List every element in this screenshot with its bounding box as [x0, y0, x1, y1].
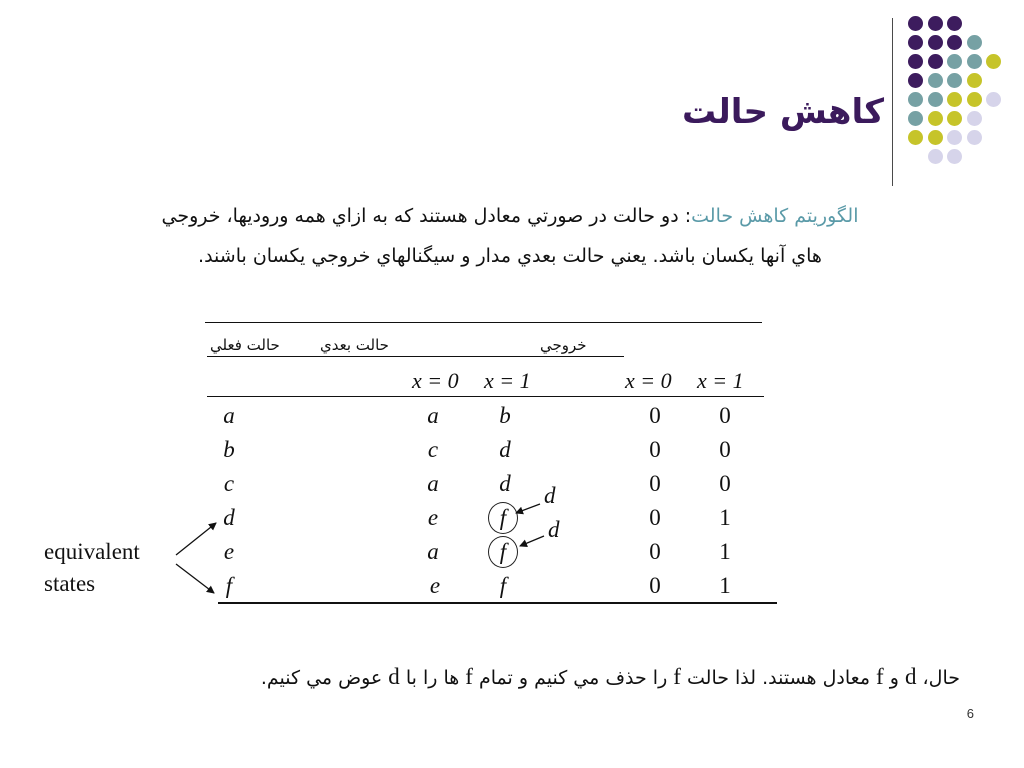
cell-next-x0: e — [427, 505, 439, 530]
cell-out-x0: 0 — [649, 573, 661, 598]
arrow-to-state-d — [176, 523, 216, 555]
decorative-dot — [908, 16, 923, 31]
decorative-dot — [928, 54, 943, 69]
equivalent-states-label — [44, 536, 140, 600]
subheader-next-x1: x = 1 — [484, 368, 531, 393]
cell-next-x1: d — [499, 471, 511, 496]
cell-state: a — [223, 403, 235, 428]
intro-paragraph — [80, 196, 940, 276]
header-output: خروجي — [540, 336, 587, 354]
circled-f-row-d — [488, 502, 518, 534]
decorative-dot — [908, 92, 923, 107]
conclusion-var: d — [904, 664, 917, 689]
intro-lead-term: الگوريتم كاهش حالت — [691, 205, 859, 227]
cell-out-x0: 0 — [649, 471, 661, 496]
cell-state: d — [223, 505, 235, 530]
subheader-next-x0: x = 0 — [412, 368, 459, 393]
arrow-to-circle-e — [520, 536, 544, 546]
decorative-dot — [967, 130, 982, 145]
decorative-dot — [908, 54, 923, 69]
header-current-state: حالت فعلي — [210, 336, 280, 354]
decorative-dot — [967, 111, 982, 126]
conclusion-var: f — [465, 664, 473, 689]
cell-next-x0: e — [429, 573, 441, 598]
cell-next-x1: d — [499, 437, 511, 462]
intro-line-1 — [80, 196, 940, 236]
cell-next-x0: c — [427, 437, 439, 462]
title-divider-line — [892, 18, 893, 186]
conclusion-part: و — [883, 667, 905, 689]
cell-out-x0: 0 — [649, 505, 661, 530]
conclusion-var: f — [876, 664, 884, 689]
decorative-dot — [908, 35, 923, 50]
cell-next-x0: a — [427, 539, 439, 564]
table-top-rule — [205, 322, 762, 323]
decorative-dot — [986, 54, 1001, 69]
header-next-state: حالت بعدي — [320, 336, 389, 354]
table-subheader-rule — [207, 396, 764, 397]
decorative-dot — [947, 16, 962, 31]
cell-out-x1: 0 — [719, 471, 731, 496]
decorative-dot — [947, 130, 962, 145]
decorative-dot — [928, 111, 943, 126]
conclusion-part: حال، — [916, 667, 960, 689]
decorative-dot — [947, 111, 962, 126]
decorative-dot — [947, 35, 962, 50]
conclusion-part: معادل هستند. لذا حالت — [680, 667, 877, 689]
cell-out-x1: 1 — [719, 505, 731, 530]
cell-state: c — [223, 471, 235, 496]
slide-title: كاهش حالت — [681, 92, 884, 132]
cell-out-x1: 0 — [719, 437, 731, 462]
decorative-dot — [967, 92, 982, 107]
cell-next-x1: f — [499, 539, 507, 564]
cell-out-x0: 0 — [649, 403, 661, 428]
decorative-dot — [986, 92, 1001, 107]
cell-out-x1: 0 — [719, 403, 731, 428]
decorative-dot — [928, 149, 943, 164]
subheader-out-x1: x = 1 — [697, 368, 744, 393]
equivalent-label-line-1: equivalent — [44, 539, 140, 564]
cell-out-x1: 1 — [719, 573, 731, 598]
arrow-to-circle-d — [516, 504, 540, 513]
decorative-dot — [947, 54, 962, 69]
decorative-dot — [908, 111, 923, 126]
cell-state: f — [225, 573, 233, 598]
replacement-note: d — [544, 483, 556, 508]
circled-f-row-e — [488, 536, 518, 568]
cell-state: b — [223, 437, 235, 462]
decorative-dot — [928, 73, 943, 88]
conclusion-paragraph — [80, 664, 960, 690]
decorative-dot — [967, 54, 982, 69]
table-bottom-rule — [218, 602, 777, 604]
decorative-dot — [967, 35, 982, 50]
decorative-dot — [947, 92, 962, 107]
cell-next-x1: f — [499, 505, 507, 530]
cell-next-x1: b — [499, 403, 511, 428]
cell-out-x0: 0 — [649, 539, 661, 564]
decorative-dot — [928, 16, 943, 31]
equivalent-label-line-2: states — [44, 571, 96, 596]
decorative-dot — [928, 130, 943, 145]
cell-out-x0: 0 — [649, 437, 661, 462]
cell-next-x1: f — [499, 573, 507, 598]
decorative-dot — [967, 73, 982, 88]
arrow-to-state-f — [176, 564, 214, 593]
intro-line-1-rest: : دو حالت در صورتي معادل هستند كه به ازاي همه وروديها، خروجي — [161, 205, 692, 227]
replacement-note: d — [548, 517, 560, 542]
page-number: 6 — [966, 706, 974, 721]
decorative-dot — [908, 130, 923, 145]
decorative-dot — [928, 35, 943, 50]
decorative-dot — [947, 73, 962, 88]
cell-out-x1: 1 — [719, 539, 731, 564]
decorative-dot — [947, 149, 962, 164]
cell-next-x0: a — [427, 471, 439, 496]
table-header-rule — [207, 356, 624, 357]
subheader-out-x0: x = 0 — [625, 368, 672, 393]
decorative-dot — [908, 73, 923, 88]
cell-next-x0: a — [427, 403, 439, 428]
decorative-dot — [928, 92, 943, 107]
conclusion-part: را حذف مي كنيم و تمام — [472, 667, 674, 689]
intro-line-2: هاي آنها يكسان باشد. يعني حالت بعدي مدار و سيگنالهاي خروجي يكسان باشند. — [198, 245, 822, 267]
conclusion-var: f — [673, 664, 681, 689]
conclusion-part: عوض مي كنيم. — [260, 667, 389, 689]
cell-state: e — [223, 539, 235, 564]
conclusion-var: d — [388, 664, 400, 689]
conclusion-part: ها را با — [399, 667, 466, 689]
